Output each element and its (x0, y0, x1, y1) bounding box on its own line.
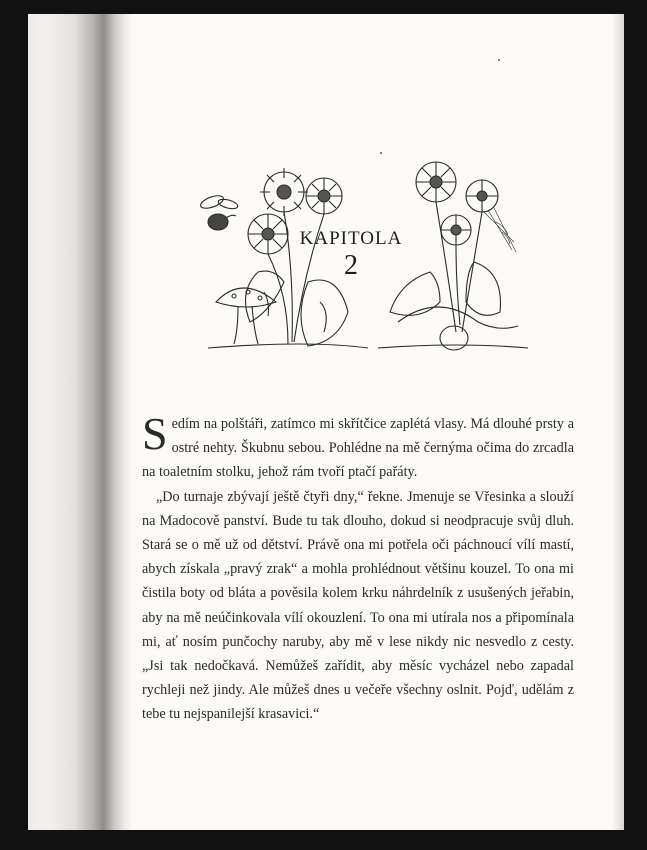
chapter-label: KAPITOLA (299, 228, 403, 249)
paper-speck (498, 59, 500, 61)
chapter-body-text (142, 408, 574, 727)
paragraph-1 (142, 408, 574, 485)
paragraph-2: „Do turnaje zbývají ještě čtyři dny,“ řekne. Jmenuje se Vřesinka a slouží na Madocově panství. Bude tu tak dlouho, dokud si neodpracuje svůj dluh. Stará se o mě už od dětství. Právě ona mi potřela oči páchnoucí vílí mastí, abych získala „pravý zrak“ a mohla prohlédnout většinu kouzel. To ona mi čistila boty od bláta a pověsila kolem krku náhrdelník z usušených jeřabin, aby na mě neúčinkovala vílí okouzlení. To ona mi utírala nos a připomínala mi, ať nosím punčochy naruby, aby mě v lese nikdy nic nesvedlo z cesty. „Jsi tak nedočkavá. Nemůžeš zařídit, aby měsíc vycházel nebo zapadal rychleji než jindy. Ale můžeš dnes u večeře všechny oslnit. Pojď, udělám z tebe tu nejspanilejší krasavici.“ (142, 488, 574, 723)
drop-cap-letter: S (142, 408, 168, 459)
binding-shadow (28, 14, 133, 830)
page-edge (612, 14, 624, 830)
chapter-number: 2 (344, 250, 358, 281)
paper-speck (380, 152, 382, 154)
book-page (28, 14, 624, 830)
paragraph-1-text: edím na polštáři, zatímco mi skřítčice zaplétá vlasy. Má dlouhé prsty a ostré nehty. Škubnu sebou. Pohlédne na mě černýma očima do zrcadla na toaletním stolku, jehož rám tvoří ptačí pařáty. (142, 416, 574, 481)
